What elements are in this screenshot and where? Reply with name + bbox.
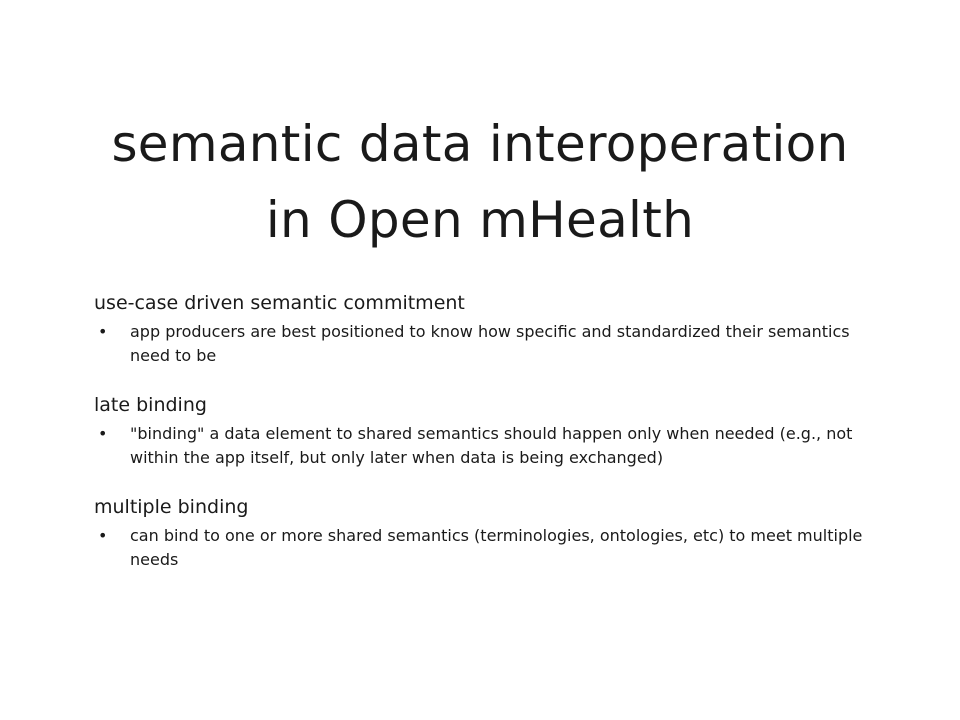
title-line-2: in Open mHealth (265, 191, 695, 249)
section-use-case-driven (94, 288, 894, 368)
bullet-dot: • (98, 526, 108, 545)
bullet-dot: • (98, 424, 108, 443)
bullet-text: app producers are best positioned to know how specific and standardized their semantics need to be (130, 322, 850, 365)
section-late-binding (94, 390, 894, 470)
section-heading: late binding (94, 394, 207, 416)
bullet-item (94, 422, 894, 470)
bullet-text: "binding" a data element to shared semantics should happen only when needed (e.g., not within the app itself, but only later when data is being exchanged) (130, 424, 853, 467)
bullet-item (94, 524, 894, 572)
bullet-text: can bind to one or more shared semantics (terminologies, ontologies, etc) to meet multiple needs (130, 526, 863, 569)
title-line-1: semantic data interoperation (111, 115, 849, 173)
bullet-list (94, 320, 894, 368)
section-multiple-binding (94, 492, 894, 572)
bullet-list (94, 524, 894, 572)
bullet-item (94, 320, 894, 368)
section-heading: multiple binding (94, 496, 249, 518)
section-heading: use-case driven semantic commitment (94, 292, 465, 314)
slide-title (60, 106, 900, 258)
bullet-dot: • (98, 322, 108, 341)
slide-body (94, 288, 894, 572)
bullet-list (94, 422, 894, 470)
